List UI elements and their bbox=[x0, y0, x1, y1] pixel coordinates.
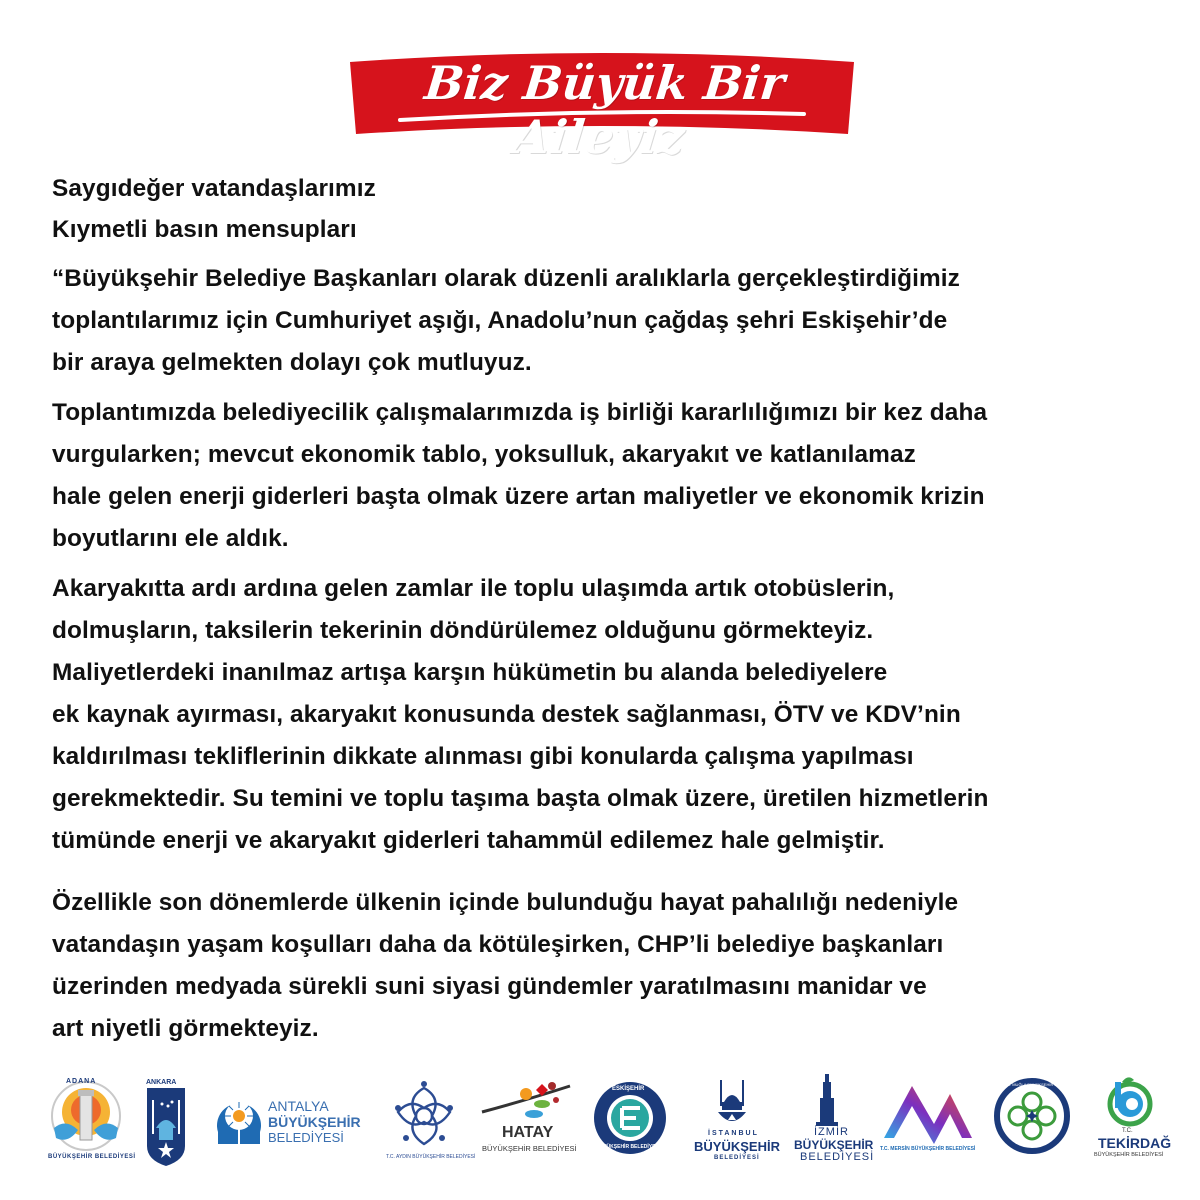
eskisehir-ring-bottom: BÜYÜKŞEHİR BELEDİYESİ bbox=[596, 1144, 661, 1150]
text-line: ek kaynak ayırması, akaryakıt konusunda destek sağlanması, ÖTV ve KDV’nin bbox=[52, 701, 961, 728]
mugla-logo bbox=[994, 1072, 1078, 1172]
hatay-logo bbox=[480, 1072, 577, 1172]
text-line: Akaryakıtta ardı ardına gelen zamlar ile toplu ulaşımda artık otobüslerin, bbox=[52, 575, 895, 602]
banner-slogan: Biz Büyük Bir Aileyiz bbox=[422, 56, 788, 164]
adana-subtitle: BÜYÜKŞEHİR BELEDİYESİ bbox=[48, 1154, 136, 1160]
text-line: Toplantımızda belediyecilik çalışmalarımızda iş birliği kararlılığımızı bir kez daha bbox=[52, 399, 988, 426]
tekirdag-tc: T.C. bbox=[1122, 1128, 1133, 1134]
text-line: dolmuşların, taksilerin tekerinin döndürülemez olduğunu görmekteyiz. bbox=[52, 617, 874, 644]
text-line: hale gelen enerji giderleri başta olmak üzere artan maliyetler ve ekonomik krizin bbox=[52, 483, 985, 510]
antalya-logo bbox=[214, 1072, 361, 1172]
text-line: Maliyetlerdeki inanılmaz artışa karşın hükümetin bu alanda belediyelere bbox=[52, 659, 888, 686]
eskisehir-ring-top: ESKİŞEHİR bbox=[612, 1086, 645, 1092]
municipality-logos bbox=[40, 1072, 1170, 1172]
paragraph-1 bbox=[52, 258, 1162, 384]
text-line: vatandaşın yaşam koşulları daha da kötüleşirken, CHP’li belediye başkanları bbox=[52, 931, 944, 958]
tekirdag-logo bbox=[1088, 1072, 1170, 1172]
ankara-name: ANKARA bbox=[146, 1079, 177, 1086]
text-line: boyutlarını ele aldık. bbox=[52, 525, 289, 552]
text-line: toplantılarımız için Cumhuriyet aşığı, Anadolu’nun çağdaş şehri Eskişehir’de bbox=[52, 307, 948, 334]
text-line: “Büyükşehir Belediye Başkanları olarak düzenli aralıklarla gerçekleştirdiğimiz bbox=[52, 265, 960, 292]
tekirdag-emblem-icon bbox=[1088, 1072, 1170, 1128]
tekirdag-name: TEKİRDAĞ bbox=[1098, 1135, 1172, 1151]
istanbul-subtitle-2: BELEDİYESİ bbox=[714, 1155, 760, 1161]
text-line: Özellikle son dönemlerde ülkenin içinde bulunduğu hayat pahalılığı nedeniyle bbox=[52, 889, 959, 916]
mugla-flower-icon bbox=[994, 1072, 1070, 1172]
text-line: vurgularken; mevcut ekonomik tablo, yoksulluk, akaryakıt ve katlanılamaz bbox=[52, 441, 916, 468]
salutation-line: Kıymetli basın mensupları bbox=[52, 216, 357, 243]
izmir-name: İZMİR bbox=[814, 1126, 849, 1138]
adana-logo bbox=[44, 1072, 136, 1172]
slogan-banner bbox=[344, 48, 860, 164]
antalya-subtitle-2: BELEDİYESİ bbox=[268, 1130, 344, 1145]
ankara-logo bbox=[144, 1072, 188, 1172]
salutation-line: Saygıdeğer vatandaşlarımız bbox=[52, 175, 376, 202]
mugla-ring-text: T.C. MUĞLA BÜYÜKŞEHİR BELEDİYESİ bbox=[1004, 1082, 1078, 1087]
tekirdag-subtitle: BÜYÜKŞEHİR BELEDİYESİ bbox=[1094, 1152, 1164, 1158]
istanbul-mosque-icon bbox=[690, 1072, 774, 1132]
izmir-subtitle: BÜYÜKŞEHİR bbox=[794, 1138, 874, 1152]
text-line: bir araya gelmekten dolayı çok mutluyuz. bbox=[52, 349, 532, 376]
eskisehir-logo bbox=[592, 1072, 668, 1172]
text-line: kaldırılması tekliflerinin dikkate alınması gibi konularda çalışma yapılması bbox=[52, 743, 914, 770]
izmir-clock-tower-icon bbox=[790, 1072, 866, 1128]
antalya-subtitle: BÜYÜKŞEHİR bbox=[268, 1114, 361, 1130]
paragraph-2 bbox=[52, 392, 1162, 560]
hatay-fruit-branch-icon bbox=[480, 1072, 572, 1132]
mersin-subtitle: T.C. MERSİN BÜYÜKŞEHİR BELEDİYESİ bbox=[880, 1146, 976, 1152]
text-line: gerekmektedir. Su temini ve toplu taşıma başta olmak üzere, üretilen hizmetlerin bbox=[52, 785, 989, 812]
mersin-logo bbox=[876, 1072, 980, 1172]
izmir-subtitle-2: BELEDİYESİ bbox=[800, 1151, 875, 1163]
paragraph-4 bbox=[52, 882, 1162, 1050]
salutation bbox=[52, 168, 1162, 250]
antalya-sun-icon bbox=[214, 1072, 264, 1172]
text-line: üzerinden medyada sürekli suni siyasi gündemler yaratılmasını manidar ve bbox=[52, 973, 927, 1000]
izmir-logo bbox=[790, 1072, 875, 1172]
hatay-subtitle: BÜYÜKŞEHİR BELEDİYESİ bbox=[482, 1144, 577, 1153]
istanbul-name: İSTANBUL bbox=[708, 1130, 759, 1137]
istanbul-logo bbox=[690, 1072, 780, 1172]
hatay-name: HATAY bbox=[502, 1124, 554, 1141]
mersin-m-emblem-icon bbox=[876, 1072, 980, 1152]
istanbul-subtitle: BÜYÜKŞEHİR bbox=[694, 1139, 780, 1154]
text-line: art niyetli görmekteyiz. bbox=[52, 1015, 319, 1042]
aydin-ring-text: T.C. AYDIN BÜYÜKŞEHİR BELEDİYESİ bbox=[386, 1154, 476, 1160]
press-statement bbox=[52, 168, 1162, 1050]
ankara-shield-icon bbox=[144, 1072, 188, 1172]
aydin-logo bbox=[384, 1072, 476, 1172]
antalya-name: ANTALYA bbox=[268, 1098, 329, 1114]
text-line: tümünde enerji ve akaryakıt giderleri tahammül edilemez hale gelmiştir. bbox=[52, 827, 885, 854]
paragraph-3 bbox=[52, 568, 1162, 862]
adana-name: ADANA bbox=[66, 1078, 97, 1085]
